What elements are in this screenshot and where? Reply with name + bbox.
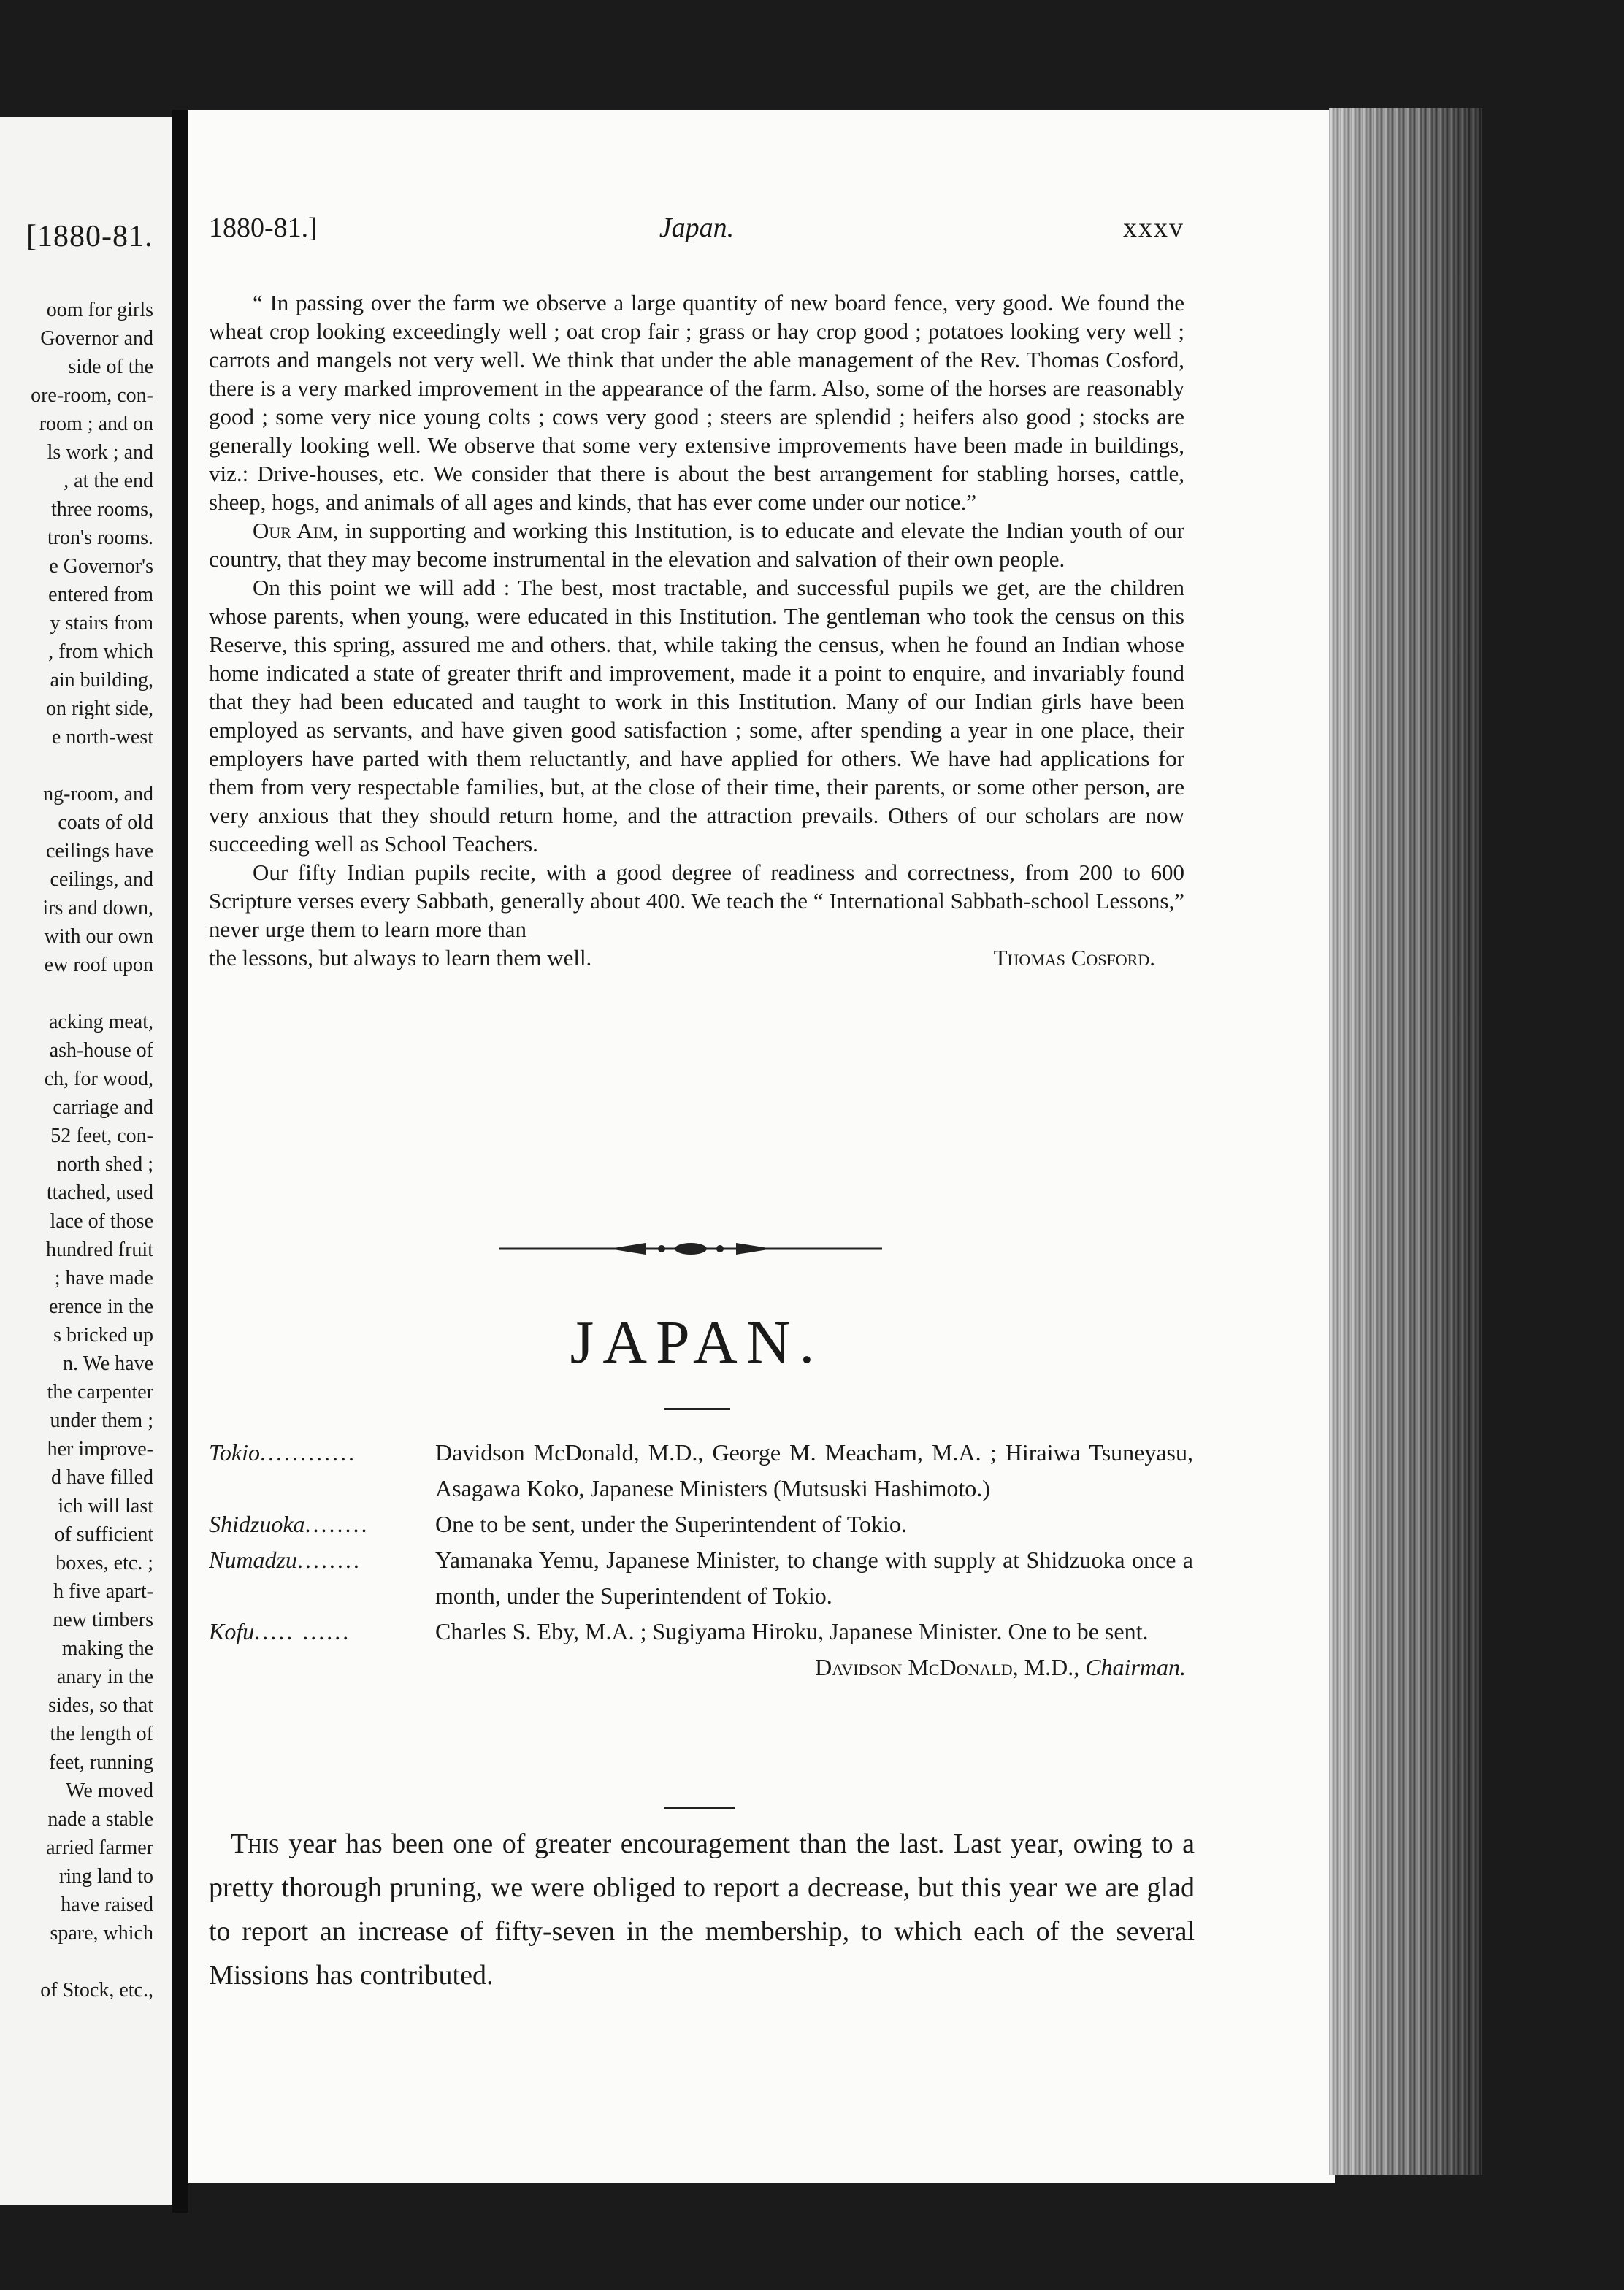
encouragement-text: year has been one of greater encouragement than the last. Last year, owing to a pretty thorough pruning, we were obliged to report a decrease, but this year we are glad to report an increase of fifty-seven in the membership, to which each of the several Missions has contributed. [209, 1828, 1195, 1991]
left-page-line: with our own [44, 925, 153, 948]
left-page-line: coats of old [58, 811, 153, 834]
left-page-line: ash-house of [49, 1039, 153, 1062]
leader-dots: ........ [296, 1547, 361, 1573]
japan-report-text [209, 1822, 1195, 1997]
signature-cosford: Thomas Cosford. [993, 945, 1155, 970]
running-header [209, 212, 1184, 248]
station-entry [209, 1435, 1193, 1506]
left-page-line: ew roof upon [44, 954, 153, 976]
left-page-line: carriage and [53, 1096, 153, 1119]
leader-dots: ............ [259, 1439, 356, 1466]
chairman-name: Davidson McDonald, M.D., [815, 1654, 1080, 1680]
left-page-line: nade a stable [47, 1808, 153, 1831]
left-page-line: , from which [48, 640, 153, 663]
left-page-line: acking meat, [48, 1011, 153, 1033]
left-page-line: e Governor's [49, 555, 153, 578]
station-name: Kofu [209, 1618, 255, 1644]
left-page-line: erence in the [48, 1295, 153, 1318]
left-page-line: new timbers [53, 1609, 153, 1631]
left-page-line: north shed ; [56, 1153, 153, 1176]
left-page-line: s bricked up [53, 1324, 153, 1347]
signature-line [209, 943, 1184, 972]
left-page-line: have raised [61, 1893, 153, 1916]
left-page-line: ch, for wood, [44, 1068, 153, 1090]
station-entry [209, 1506, 1193, 1542]
left-page-line: side of the [68, 356, 153, 378]
left-page-line: ceilings have [46, 840, 153, 862]
section-rule [664, 1807, 735, 1809]
left-page-line: y stairs from [50, 612, 153, 635]
left-page-line: d have filled [51, 1466, 153, 1489]
left-page-line: tron's rooms. [47, 526, 153, 549]
left-page-line: lace of those [50, 1210, 153, 1233]
left-page-line: We moved [66, 1780, 153, 1802]
left-page-line: the carpenter [47, 1381, 153, 1404]
left-page-line: ttached, used [46, 1182, 153, 1204]
left-page-line: oom for girls [46, 299, 153, 321]
aim-text: in supporting and working this Institution, is to educate and elevate the Indian youth of our country, that they may become instrumental in the elevation and salvation of their own people. [209, 518, 1184, 572]
left-page-line [0, 751, 153, 780]
left-page-line: of sufficient [54, 1523, 153, 1546]
left-page-line: ich will last [58, 1495, 153, 1517]
left-page-line: n. We have [63, 1352, 153, 1375]
left-page-line: irs and down, [42, 897, 153, 919]
left-page-header: [1880-81. [26, 220, 153, 253]
chairman-title: Chairman. [1085, 1654, 1186, 1680]
paragraph-pupils: On this point we will add : The best, most tractable, and successful pupils we get, are the children whose parents, when young, were educated in this Institution. The gentleman who took the census on this Reserve, this spring, assured me and others. that, while taking the census, when he found an Indian whose home indicated a state of greater thrift and improvement, made it a point to enquire, and invariably found that they had been educated and taught to work in this Institution. Many of our Indian girls have been employed as servants, and have given good satisfaction ; some, after spending a year in one place, their employers have parted with them reluctantly, and have applied for others. We have had applications for them from very respectable families, but, at the close of their time, their parents, or some other person, are very anxious that they should return home, and the attraction prevails. Others of our scholars are now succeeding well as School Teachers. [209, 575, 1184, 857]
left-page-line: ceilings, and [50, 868, 153, 891]
left-page-line: of Stock, etc., [40, 1979, 153, 2002]
paragraph-scripture: Our fifty Indian pupils recite, with a good degree of readiness and correctness, from 200 to 600 Scripture verses every Sabbath, generally about 400. We teach the “ International Sabbath-school Lessons,” never urge them to learn more than [209, 859, 1184, 942]
paragraph-encouragement [209, 1822, 1195, 1997]
station-name: Shidzuoka [209, 1511, 305, 1537]
left-page-line: boxes, etc. ; [55, 1552, 153, 1574]
left-page-line: Governor and [40, 327, 153, 350]
left-page-line: spare, which [50, 1922, 153, 1945]
left-page-line: e north-west [51, 726, 153, 748]
station-name: Numadzu [209, 1547, 297, 1573]
left-page-line: room ; and on [39, 413, 153, 435]
station-staff: Charles S. Eby, M.A. ; Sugiyama Hiroku, Japanese Minister. One to be sent. [435, 1618, 1149, 1644]
left-page-line: on right side, [46, 697, 153, 720]
title-rule [664, 1408, 730, 1410]
station-entry [209, 1542, 1193, 1614]
paragraph-farm: “ In passing over the farm we observe a large quantity of new board fence, very good. We found the wheat crop looking exceedingly well ; oat crop fair ; grass or hay crop good ; potatoes looking very well ; carrots and mangels not very well. We think that under the able management of the Rev. Thomas Cosford, there is a very marked improvement in the appearance of the farm. Also, some of the horses are reasonably good ; some very nice young colts ; cows very good ; steers are splendid ; heifers also good ; stocks are generally looking well. We observe that some very extensive improvements have been made in buildings, viz.: Drive-houses, etc. We consider that there is about the best arrangement for stabling horses, cattle, sheep, hogs, and animals of all ages and kinds, that has ever come under our notice.” [209, 290, 1184, 515]
left-page-line: hundred fruit [46, 1238, 153, 1261]
left-page-line [0, 1948, 153, 1976]
left-page-line: ore-room, con- [31, 384, 153, 407]
station-name: Tokio [209, 1439, 260, 1466]
paragraph-scripture-end: the lessons, but always to learn them well. [209, 945, 592, 970]
left-page-line: anary in the [56, 1666, 153, 1688]
page-number: xxxv [1123, 212, 1184, 243]
left-page-line: ain building, [50, 669, 153, 692]
left-page-line: sides, so that [48, 1694, 153, 1717]
ornamental-divider [499, 1234, 882, 1263]
header-year: 1880-81.] [209, 212, 318, 243]
page-edge-shading [1329, 108, 1482, 2175]
station-staff: One to be sent, under the Superintendent of Tokio. [435, 1511, 907, 1537]
left-page-line: arried farmer [46, 1837, 153, 1859]
left-page-line [0, 979, 153, 1008]
left-page [0, 117, 172, 2205]
section-title: JAPAN. [570, 1309, 824, 1376]
left-page-line: her improve- [47, 1438, 153, 1460]
station-list [209, 1435, 1193, 1685]
book-gutter [172, 110, 188, 2213]
aim-lead: Our Aim, [253, 518, 339, 543]
header-title: Japan. [659, 212, 735, 243]
left-page-line: ng-room, and [43, 783, 153, 805]
paragraph-aim [209, 516, 1184, 573]
left-page-line: the length of [50, 1723, 153, 1745]
left-page-line: ls work ; and [47, 441, 153, 464]
left-page-line: h five apart- [53, 1580, 153, 1603]
leader-dots: ........ [304, 1511, 369, 1537]
report-text [209, 288, 1184, 972]
left-page-line: 52 feet, con- [50, 1125, 153, 1147]
station-staff: Davidson McDonald, M.D., George M. Meacham, M.A. ; Hiraiwa Tsuneyasu, Asagawa Koko, Japanese Ministers (Mutsuski Hashimoto.) [435, 1439, 1193, 1501]
left-page-line: under them ; [50, 1409, 153, 1432]
left-page-line: ; have made [54, 1267, 153, 1290]
left-page-text [0, 296, 153, 2004]
leader-dots: ..... ...... [254, 1618, 351, 1644]
left-page-line: entered from [48, 583, 153, 606]
lead-word: This [231, 1828, 280, 1859]
left-page-line: three rooms, [51, 498, 153, 521]
left-page-line: making the [61, 1637, 153, 1660]
station-entry [209, 1614, 1193, 1650]
station-staff: Yamanaka Yemu, Japanese Minister, to change with supply at Shidzuoka once a month, under the Superintendent of Tokio. [435, 1547, 1193, 1609]
left-page-line: ring land to [58, 1865, 153, 1888]
chairman-signature [209, 1650, 1193, 1685]
left-page-line: , at the end [64, 470, 153, 492]
left-page-line: feet, running [48, 1751, 153, 1774]
